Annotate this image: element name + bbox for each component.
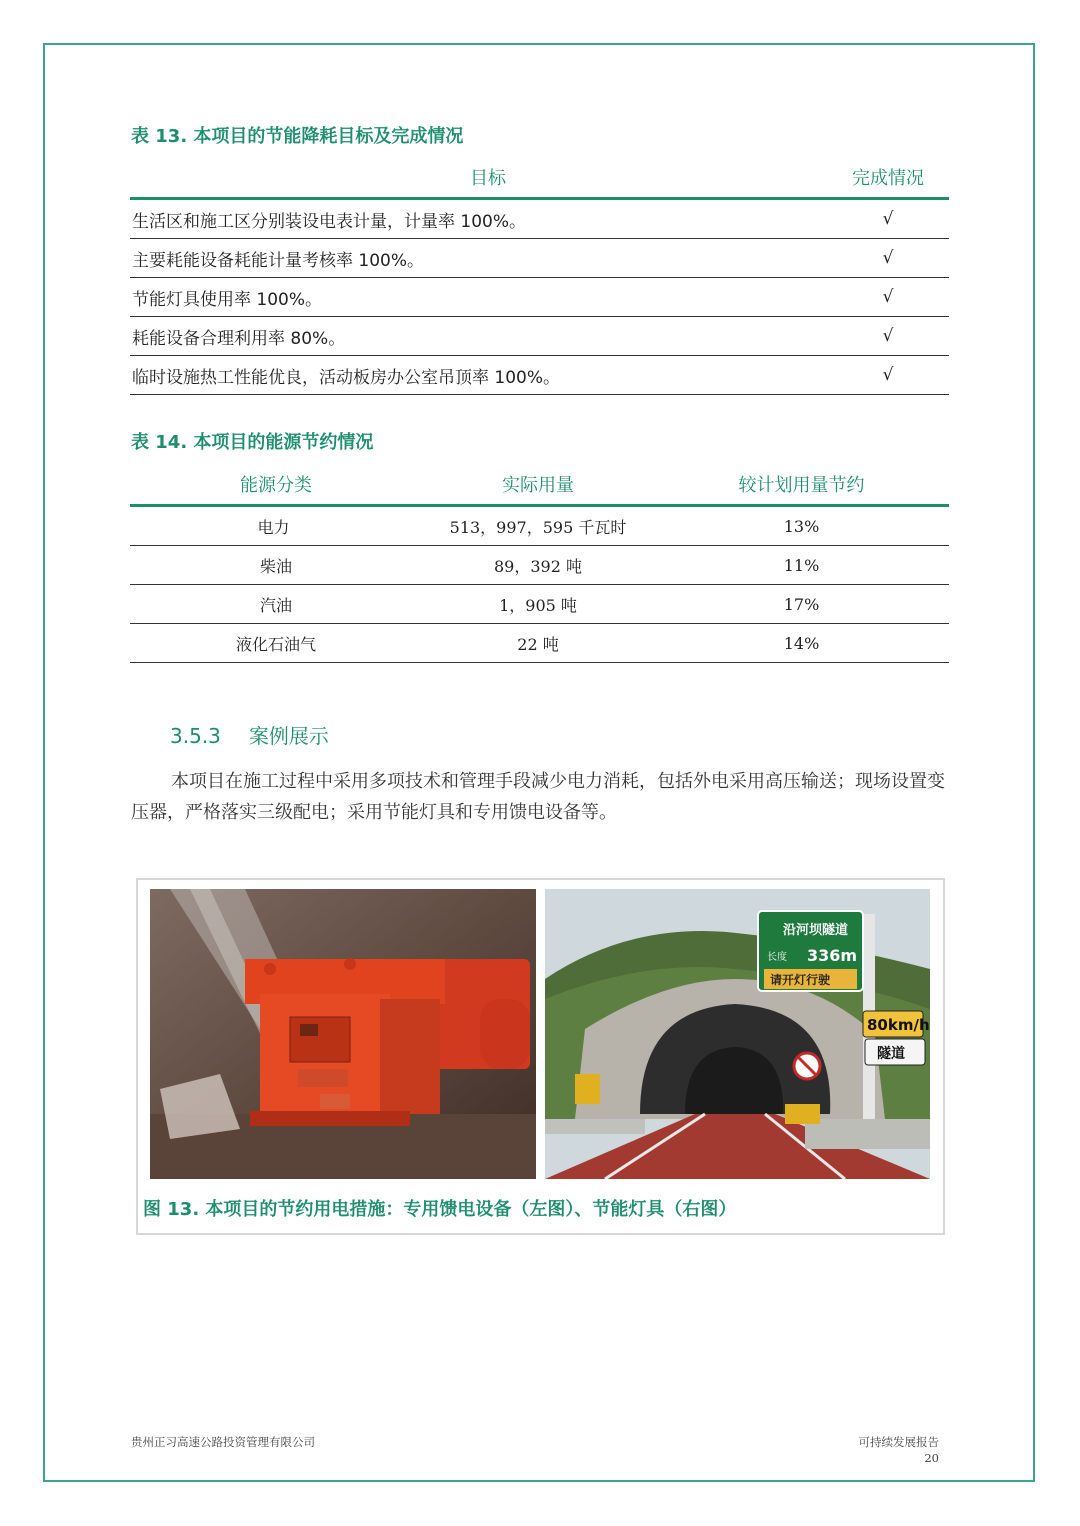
- table-row: [130, 624, 949, 663]
- table-row: [130, 278, 949, 317]
- table13-header-status: 完成情况: [827, 157, 949, 199]
- table13-goal: 临时设施热工性能优良，活动板房办公室吊顶率 100%。: [130, 356, 827, 395]
- table14-saving: 11%: [654, 546, 949, 585]
- feeder-equipment-photo: [150, 889, 536, 1179]
- table13-header-goal: 目标: [130, 157, 827, 199]
- table13-goal: 耗能设备合理利用率 80%。: [130, 317, 827, 356]
- table14-header-amount: 实际用量: [422, 464, 654, 506]
- table14-saving: 14%: [654, 624, 949, 663]
- table13-status: √: [827, 356, 949, 395]
- table-row: [130, 506, 949, 546]
- table-row: [130, 585, 949, 624]
- tunnel-lighting-photo: [545, 889, 930, 1179]
- table13-status: √: [827, 199, 949, 239]
- section-title: 案例展示: [248, 724, 329, 748]
- table-row: [130, 356, 949, 395]
- speed-limit-text: 80km/h: [867, 1016, 930, 1034]
- table13-goal: 节能灯具使用率 100%。: [130, 278, 827, 317]
- table14-type: 液化石油气: [130, 624, 422, 663]
- table-row: [130, 546, 949, 585]
- table13-goal: 生活区和施工区分别装设电表计量，计量率 100%。: [130, 199, 827, 239]
- table14-type: 汽油: [130, 585, 422, 624]
- table13-status: √: [827, 239, 949, 278]
- table13-goal: 主要耗能设备耗能计量考核率 100%。: [130, 239, 827, 278]
- sign-instruction: 请开灯行驶: [770, 973, 831, 987]
- table-row: [130, 239, 949, 278]
- table13-status: √: [827, 317, 949, 356]
- table14-saving: 13%: [654, 506, 949, 546]
- table14-type: 电力: [130, 506, 422, 546]
- table14-saving: 17%: [654, 585, 949, 624]
- table13: [130, 157, 949, 395]
- table14-amount: 22 吨: [422, 624, 654, 663]
- figure-caption: 图 13. 本项目的节约用电措施：专用馈电设备（左图）、节能灯具（右图）: [143, 1199, 737, 1220]
- footer-company: 贵州正习高速公路投资管理有限公司: [131, 1435, 315, 1449]
- sign-length-label: 长度: [767, 952, 787, 963]
- footer-report: 可持续发展报告: [858, 1435, 939, 1449]
- table14-amount: 89，392 吨: [422, 546, 654, 585]
- sign-tunnel-name: 沿河坝隧道: [783, 923, 849, 938]
- table14-amount: 513，997，595 千瓦时: [422, 506, 654, 546]
- table14-header-type: 能源分类: [130, 464, 422, 506]
- table14-amount: 1，905 吨: [422, 585, 654, 624]
- sign-length-value: 336m: [807, 946, 858, 965]
- table14-type: 柴油: [130, 546, 422, 585]
- page-number: 20: [924, 1451, 939, 1465]
- table14: [130, 464, 949, 663]
- table14-title: 表 14. 本项目的能源节约情况: [131, 432, 374, 453]
- table-row: [130, 317, 949, 356]
- table13-status: √: [827, 278, 949, 317]
- tunnel-sign-text: 隧道: [877, 1046, 905, 1062]
- table14-header-saving: 较计划用量节约: [654, 464, 949, 506]
- table13-title: 表 13. 本项目的节能降耗目标及完成情况: [131, 126, 464, 147]
- section-heading: [170, 720, 329, 749]
- footer-right: [859, 1434, 940, 1466]
- table-row: [130, 199, 949, 239]
- section-number: 3.5.3: [170, 724, 221, 748]
- body-paragraph: 本项目在施工过程中采用多项技术和管理手段减少电力消耗，包括外电采用高压输送；现场设置变压器，严格落实三级配电；采用节能灯具和专用馈电设备等。: [131, 771, 945, 823]
